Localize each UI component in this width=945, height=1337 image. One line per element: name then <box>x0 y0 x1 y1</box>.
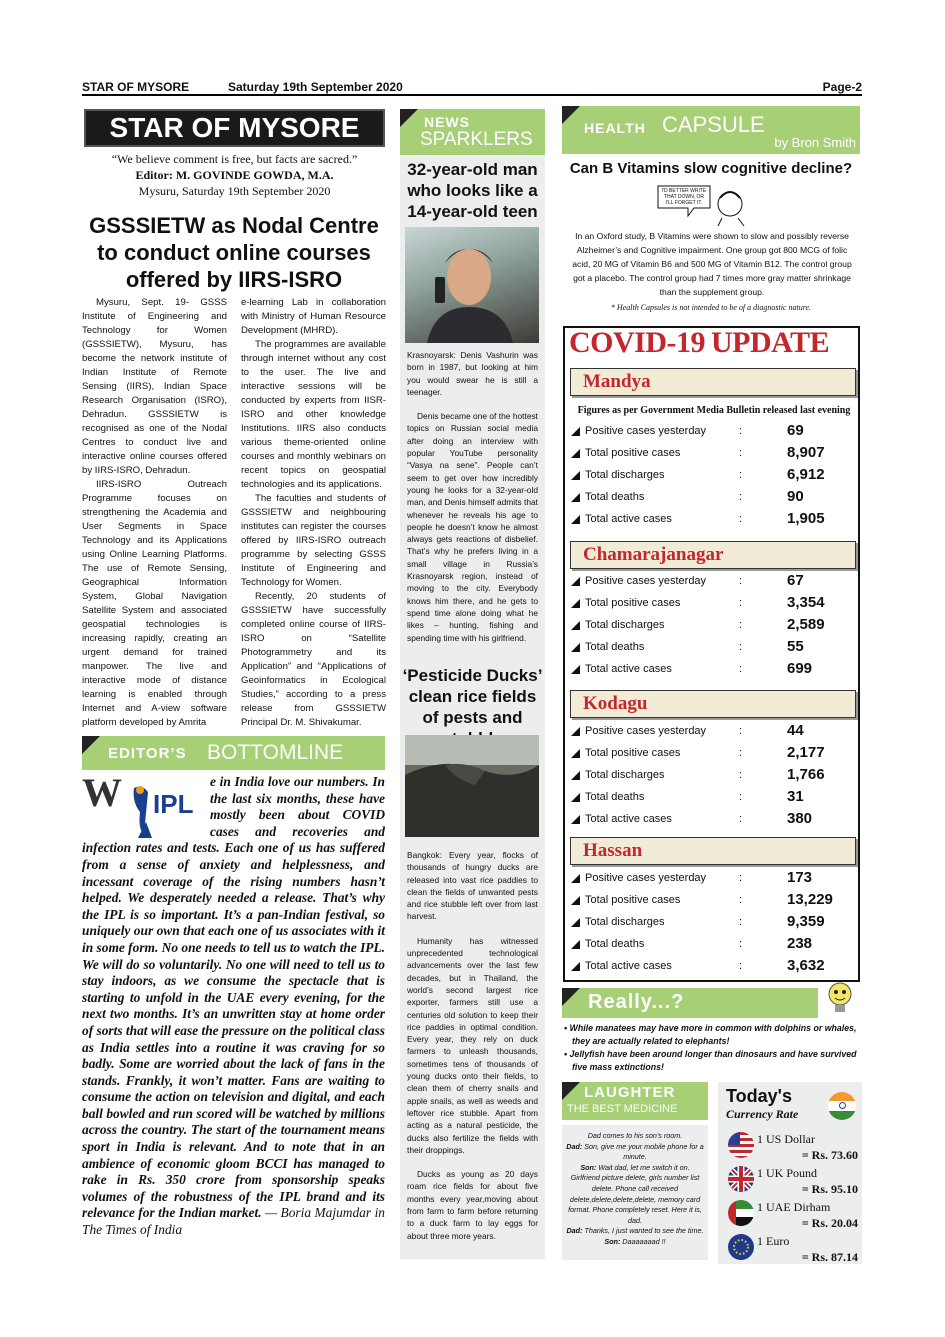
row-value: 2,177 <box>787 744 825 761</box>
uk-flag-icon <box>728 1166 754 1192</box>
row-value: 1,905 <box>787 510 825 527</box>
byline: by Bron Smith <box>774 135 856 150</box>
issue-date: Saturday 19th September 2020 <box>228 80 403 94</box>
story-body: Denis became one of the hottest topics on Russian social media after doing an interview with popular YouTube personality “Vasya na sene”. People can’t seem to get over how incredibly young he looks for a 32-year-old man, and Denis himself admits that whenever he reveals his age to people he doesn’t know he almost always gets reactions of disbelief. That’s why he prefers living in a small village in Russia’s Krasnoyarsk region, instead of moving to the city. Everybody knows him there, and he gets to spend time alone doing what he likes – hunting, fishing and spending time with his girlfriend. <box>407 411 538 643</box>
story-body: Humanity has witnessed unprecedented technological advancements over the last few decades, but in Thailand, the world’s second largest rice exporter, farmers still use a centuries old solution to keep their rice paddies in optimal condition. Every year, they rely on duck farmers to unleash thousands, sometimes tens of thousands of young ducks onto their fields, to clean them of cherry snails and apple snails, as well as weeds and leftover rice stubble. Apart from acting as a natural pesticide, the ducks also fertilize the fields with their droppings. <box>407 935 538 1155</box>
row-label: Positive cases yesterday <box>585 725 707 737</box>
joke-text: Daaaaaaad !! <box>622 1236 666 1246</box>
row-label: Total discharges <box>585 469 665 481</box>
bullet-triangle-icon <box>571 793 580 802</box>
lead-para: Recently, 20 students of GSSSIETW have successfully completed online course of IIRS-ISRO on “Satellite Photogrammetry and its Application” and “Applications of Geoinformatics in Ecological Studies,” according to a press release from GSSSIETW Principal Dr. M. Shivakumar. <box>241 591 386 728</box>
story-body: Ducks as young as 20 days roam rice fields for about five months every year,moving about from farm to farm before returning to a duck farm to lay eggs for about three more years. <box>407 1169 538 1241</box>
covid-row <box>569 658 854 680</box>
ducks-photo <box>405 735 539 837</box>
joke-speaker: Dad: <box>566 1226 583 1236</box>
currency-name: 1 UK Pound <box>757 1166 818 1180</box>
lightbulb-graphic <box>820 978 860 1018</box>
currency-value: = Rs. 73.60 <box>801 1148 858 1162</box>
health-capsule-header <box>562 106 860 154</box>
currency-subtitle: Currency Rate <box>726 1107 799 1121</box>
currency-name: 1 UAE Dirham <box>757 1200 831 1214</box>
joke-text: Son, give me your mobile phone for a minute. <box>584 1141 704 1162</box>
section-label: NEWS <box>424 114 470 130</box>
district-chamarajanagar: Chamarajanagar <box>570 541 856 569</box>
joke-speaker: Dad: <box>566 1141 583 1151</box>
covid-row <box>569 636 854 658</box>
story-title: 32-year-old man who looks like a 14-year-old teen <box>407 160 538 221</box>
row-colon: : <box>739 725 743 737</box>
row-label: Total positive cases <box>585 894 681 906</box>
cartoon <box>654 182 750 226</box>
row-colon: : <box>739 425 743 437</box>
bullet-triangle-icon <box>571 621 580 630</box>
lead-story-col1 <box>82 296 227 730</box>
bullet-triangle-icon <box>571 665 580 674</box>
row-label: Total active cases <box>585 960 672 972</box>
ducks-photo-graphic <box>405 735 539 837</box>
section-label: HEALTH <box>584 120 646 136</box>
dateline: Mysuru, Saturday 19th September 2020 <box>138 184 331 198</box>
bullet-triangle-icon <box>571 471 580 480</box>
row-colon: : <box>739 813 743 825</box>
eu-flag-graphic <box>728 1234 754 1260</box>
corner-mark <box>562 988 580 1006</box>
section-label: CAPSULE <box>662 112 765 137</box>
covid-row <box>569 420 854 442</box>
lead-para: IIRS-ISRO Outreach Programme focuses on strengthening the Academia and User Segments in Space Technology and its Applications using Online Learning Platforms. The use of Remote Sensing, Geographical Information System, Global Navigation Satellite System and associated geospatial technologies is increasing rapidly, creating an urgent demand for trained manpower. The live and interactive mode of distance learning is enabled through Internet and A-view software platform developed by Amrita <box>82 479 227 728</box>
drop-cap: W <box>82 770 122 815</box>
really-list <box>562 1022 862 1074</box>
covid-update-box <box>563 326 860 982</box>
covid-title-a: COVID-19 <box>569 326 705 359</box>
teen-photo <box>405 227 539 343</box>
bullet-triangle-icon <box>571 643 580 652</box>
row-value: 55 <box>787 638 804 655</box>
row-colon: : <box>739 513 743 525</box>
row-value: 2,589 <box>787 616 825 633</box>
lead-para: e-learning Lab in collaboration with Ministry of Human Resource Development (MHRD). <box>241 297 386 336</box>
row-label: Total deaths <box>585 641 645 653</box>
lead-para: The programmes are available through internet without any cost to the user. The live and interactive sessions will be conducted by experts from IISR-ISRO and other knowledge Institutions. IIRS also conducts various theme-oriented online courses and monthly webinars on recent topics on geospatial technologies and its applications. <box>241 339 386 490</box>
row-colon: : <box>739 769 743 781</box>
row-label: Total deaths <box>585 938 645 950</box>
bullet-triangle-icon <box>571 918 580 927</box>
bullet-triangle-icon <box>571 771 580 780</box>
joke-speaker: Son: <box>604 1236 621 1246</box>
health-body: In an Oxford study, B Vitamins were shown to slow and possibly reverse Alzheimer’s and Cognitive impairment. One group got 800 MCG of folic acid, 20 MG of Vitamin B6 and 500 MG of Vitamin B12. The control group got a placebo. The control group had 7 times more gray matter shrinkage than the supplement group. <box>572 231 852 297</box>
row-label: Total positive cases <box>585 747 681 759</box>
covid-row <box>569 442 854 464</box>
joke-line <box>566 1142 704 1163</box>
row-label: Positive cases yesterday <box>585 575 707 587</box>
bullet-triangle-icon <box>571 493 580 502</box>
joke-text: Thanks, I just wanted to see the time. <box>584 1226 704 1236</box>
india-flag-icon <box>828 1092 856 1120</box>
row-colon: : <box>739 747 743 759</box>
news-sparklers-panel <box>400 109 545 1259</box>
photo-caption: Bangkok: Every year, flocks of thousands of hungry ducks are released into vast rice paddies to clean the fields of unwanted pests and rice stubble left over from last harvest. <box>407 850 538 922</box>
row-colon: : <box>739 894 743 906</box>
covid-subtitle: Figures as per Government Media Bulletin released last evening <box>577 405 851 416</box>
laughter-joke <box>562 1125 708 1260</box>
row-value: 6,912 <box>787 466 825 483</box>
covid-row <box>569 592 854 614</box>
covid-row <box>569 867 854 889</box>
row-label: Total positive cases <box>585 597 681 609</box>
usa-flag-icon <box>728 1132 754 1158</box>
eu-flag-icon <box>728 1234 754 1260</box>
bullet-triangle-icon <box>571 815 580 824</box>
row-colon: : <box>739 916 743 928</box>
page-number: Page-2 <box>822 80 862 94</box>
covid-title-b: UPDATE <box>711 326 830 359</box>
section-label: LAUGHTER <box>584 1084 676 1101</box>
paper-name: STAR OF MYSORE <box>82 80 190 94</box>
uae-flag-icon <box>728 1200 754 1226</box>
row-label: Positive cases yesterday <box>585 425 707 437</box>
covid-row <box>569 720 854 742</box>
lead-story-col2 <box>241 296 386 730</box>
ipl-logo <box>126 782 204 840</box>
district-mandya: Mandya <box>570 368 856 396</box>
row-value: 31 <box>787 788 804 805</box>
usa-flag-graphic <box>728 1132 754 1158</box>
lead-headline: GSSSIETW as Nodal Centre to conduct online courses offered by IIRS-ISRO <box>89 213 379 292</box>
really-item: • Jellyfish have been around longer than dinosaurs and have survived five mass extinctions! <box>564 1049 857 1072</box>
cartoon-caption: I'D BETTER WRITE THAT DOWN, OR I'LL FORGET IT. <box>661 188 707 206</box>
row-value: 238 <box>787 935 813 952</box>
row-value: 69 <box>787 422 804 439</box>
row-value: 44 <box>787 722 804 739</box>
covid-row <box>569 955 854 977</box>
row-colon: : <box>739 960 743 972</box>
row-value: 699 <box>787 660 813 677</box>
row-label: Total positive cases <box>585 447 681 459</box>
currency-value: = Rs. 95.10 <box>801 1182 858 1196</box>
really-item-text: While manatees may have more in common with dolphins or whales, they are actually related to elephants! <box>569 1023 857 1046</box>
bullet-triangle-icon <box>571 449 580 458</box>
row-label: Total discharges <box>585 916 665 928</box>
bullet-triangle-icon <box>571 577 580 586</box>
row-label: Total active cases <box>585 813 672 825</box>
uk-flag-graphic <box>728 1166 754 1192</box>
editorial-attribution: — Boria Majumdar in The Times of India <box>82 1205 385 1238</box>
story2-text <box>407 849 538 1242</box>
editor-line: Editor: M. GOVINDE GOWDA, M.A. <box>135 168 334 182</box>
joke-speaker: Son: <box>580 1162 597 1172</box>
row-colon: : <box>739 619 743 631</box>
corner-mark <box>562 1082 580 1100</box>
covid-row <box>569 889 854 911</box>
currency-row <box>723 1198 860 1230</box>
covid-row <box>569 486 854 508</box>
editors-bottomline-header <box>82 736 385 770</box>
section-label: Really...? <box>588 991 685 1013</box>
joke-line <box>566 1226 704 1247</box>
row-value: 380 <box>787 810 813 827</box>
covid-row <box>569 464 854 486</box>
currency-name: 1 Euro <box>757 1234 790 1248</box>
row-colon: : <box>739 597 743 609</box>
lead-para: The faculties and students of GSSSIETW and neighbouring institutes can register the courses offered by IIRS-ISRO outreach programme by selecting GSSS Institute of Engineering and Technology for Women. <box>241 493 386 588</box>
covid-row <box>569 508 854 530</box>
currency-row <box>723 1130 860 1162</box>
really-header <box>562 988 818 1018</box>
row-colon: : <box>739 491 743 503</box>
currency-value: = Rs. 20.04 <box>801 1216 858 1230</box>
row-colon: : <box>739 663 743 675</box>
news-sparklers-header <box>400 109 545 155</box>
row-colon: : <box>739 641 743 653</box>
corner-mark <box>82 736 100 754</box>
row-label: Total deaths <box>585 491 645 503</box>
laughter-header <box>562 1082 708 1120</box>
covid-row <box>569 933 854 955</box>
row-label: Total active cases <box>585 663 672 675</box>
row-label: Total active cases <box>585 513 672 525</box>
currency-name: 1 US Dollar <box>757 1132 815 1146</box>
row-value: 90 <box>787 488 804 505</box>
joke-intro: Dad comes to his son’s room. <box>587 1131 683 1140</box>
row-value: 8,907 <box>787 444 825 461</box>
bullet-triangle-icon <box>571 427 580 436</box>
teen-photo-graphic <box>405 227 539 343</box>
covid-row <box>569 764 854 786</box>
corner-mark <box>400 109 418 127</box>
story1-text <box>407 349 538 644</box>
row-value: 13,229 <box>787 891 833 908</box>
really-item: • While manatees may have more in common with dolphins or whales, they are actually related to elephants! <box>564 1023 857 1046</box>
ipl-logo-text: IPL <box>153 789 194 819</box>
corner-mark <box>562 106 580 124</box>
photo-caption: Krasnoyarsk: Denis Vashurin was born in 1987, but looking at him you would swear he is still a teenager. <box>407 350 538 397</box>
section-label: THE BEST MEDICINE <box>567 1103 678 1115</box>
lead-para: Mysuru, Sept. 19- GSSS Institute of Engineering and Technology for Women (GSSSIETW), Mysuru, has become the network institute of Indian Institute of Remote Sensing (IIRS), Indian Space Research Organisation (ISRO), Dehradun. GSSSIETW is recognised as one of the Nodal Centres to conduct live and interactive online courses offered by IIRS-ISRO, Dehradun. <box>82 297 227 476</box>
masthead-info <box>84 151 385 199</box>
row-label: Total discharges <box>585 769 665 781</box>
joke-text: Wait dad, let me switch it on. Girlfriend picture delete, girls number list delete. Phone call received delete,delete,delete,delete, memory card format. Phone completely reset. Here it is, dad. <box>568 1162 702 1225</box>
bullet-triangle-icon <box>571 599 580 608</box>
bullet-triangle-icon <box>571 515 580 524</box>
currency-value: = Rs. 87.14 <box>801 1250 858 1264</box>
row-label: Positive cases yesterday <box>585 872 707 884</box>
joke-line <box>566 1163 704 1227</box>
health-note: * Health Capsules is not intended to be of a diagnostic nature. <box>610 303 812 312</box>
row-label: Total deaths <box>585 791 645 803</box>
row-value: 3,354 <box>787 594 825 611</box>
currency-title: Today's <box>726 1086 792 1106</box>
bullet-triangle-icon <box>571 962 580 971</box>
row-value: 9,359 <box>787 913 825 930</box>
editorial-text <box>82 770 385 1239</box>
uae-flag-graphic <box>728 1200 754 1226</box>
currency-row <box>723 1232 860 1264</box>
covid-row <box>569 742 854 764</box>
row-value: 67 <box>787 572 804 589</box>
covid-row <box>569 614 854 636</box>
masthead-logo: STAR OF MYSORE <box>84 109 385 147</box>
bullet-triangle-icon <box>571 727 580 736</box>
bullet-triangle-icon <box>571 749 580 758</box>
row-colon: : <box>739 575 743 587</box>
row-colon: : <box>739 469 743 481</box>
section-label: SPARKLERS <box>420 129 533 150</box>
row-label: Total discharges <box>585 619 665 631</box>
story-title: ‘Pesticide Ducks’ clean rice fields of pests and <box>402 666 543 727</box>
row-value: 3,632 <box>787 957 825 974</box>
covid-row <box>569 808 854 830</box>
bullet-triangle-icon <box>571 940 580 949</box>
district-hassan: Hassan <box>570 837 856 865</box>
editorial-body: e in India love our numbers. In the last six months, these have mostly been about COVID cases and recoveries and infection rates and tests. Each one of us has suffered from a sense of anxiety and helplessness, and incessant coverage of the rising numbers hasn’t helped. We desperately needed a release. That’s why the IPL is so important. It’s a pan-Indian festival, so uniquely our own that each one of us associates with it in some form. No one needs to tell us to watch the IPL. We will do so voluntarily. No one will need to tell us to stay indoors, as we consume the spectacle that is starting to unfold in the UAE every evening, for the next two months. It’s an unwritten stay at home order of sorts that will ease the pressure on the political class as India settles into a routine it was craving for so badly. Some are worried about the lack of fans in the stands. Frankly, it won’t matter. Fans are waiting to consume the action on television and digital, and each ball bowled and run scored will be watched by millions across the country. The start of the tournament means sport in India is relevant. And to note that in an ambience of economic gloom BCCI has managed to rake in Rs. 350 crore from sponsorship speaks volumes of the robustness of the IPL brand and its relevance for the Indian market. <box>82 774 385 1221</box>
row-colon: : <box>739 791 743 803</box>
row-value: 173 <box>787 869 813 886</box>
covid-title <box>569 326 829 360</box>
row-value: 1,766 <box>787 766 825 783</box>
motto: “We believe comment is free, but facts are sacred.” <box>111 152 358 166</box>
district-kodagu: Kodagu <box>570 690 856 718</box>
row-colon: : <box>739 447 743 459</box>
row-colon: : <box>739 938 743 950</box>
covid-row <box>569 786 854 808</box>
row-colon: : <box>739 872 743 884</box>
bullet-triangle-icon <box>571 874 580 883</box>
section-label: BOTTOMLINE <box>207 741 344 764</box>
section-label: EDITOR’S <box>108 745 187 762</box>
lightbulb-icon <box>820 978 860 1018</box>
covid-row <box>569 911 854 933</box>
really-item-text: Jellyfish have been around longer than dinosaurs and have survived five mass extinctions! <box>569 1049 857 1072</box>
page-header-bar <box>82 80 862 96</box>
covid-row <box>569 570 854 592</box>
bullet-triangle-icon <box>571 896 580 905</box>
currency-row <box>723 1164 860 1196</box>
health-title: Can B Vitamins slow cognitive decline? <box>569 160 853 177</box>
